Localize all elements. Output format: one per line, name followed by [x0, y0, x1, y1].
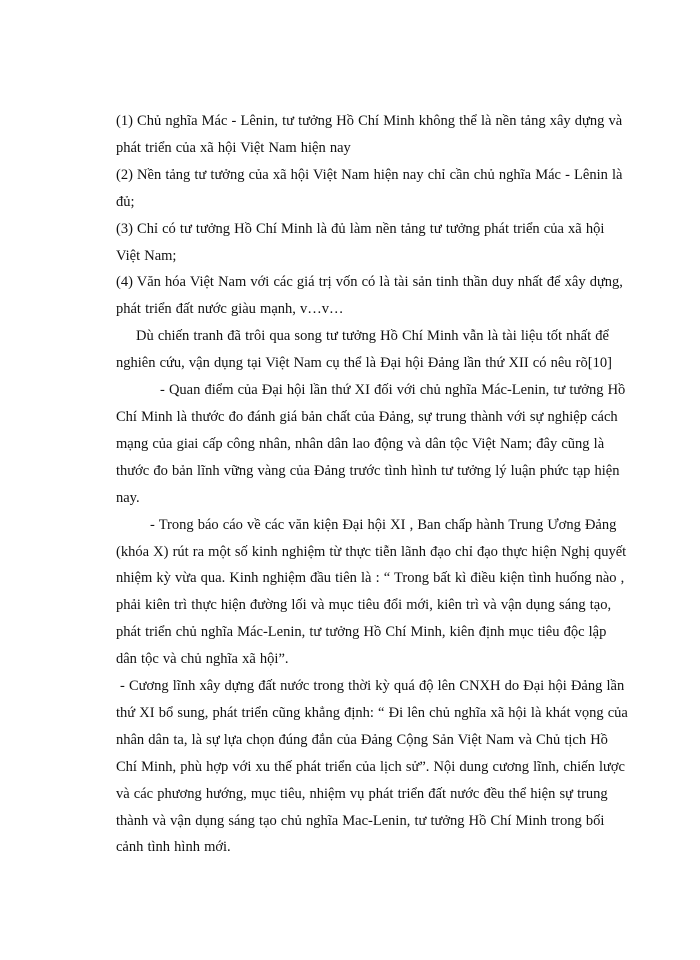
paragraph-report-xi: - Trong báo cáo về các văn kiện Đại hội XI , Ban chấp hành Trung Ương Đảng (khóa X) rút ra một số kinh nghiệm từ thực tiễn lãnh đạo chỉ đạo thực hiện Nghị quyết nhiệm kỳ vừa qua. Kinh nghiệm đầu tiên là : “ Trong bất kì điều kiện tình huống nào , phải kiên trì thực hiện đường lối và mục tiêu đổi mới, kiên trì và vận dụng sáng tạo, phát triển chủ nghĩa Mác-Lenin, tư tưởng Hồ Chí Minh, kiên định mục tiêu độc lập dân tộc và chủ nghĩa xã hội”.: [116, 516, 627, 668]
paragraph-congress-xi-view: - Quan điểm của Đại hội lần thứ XI đối với chủ nghĩa Mác-Lenin, tư tưởng Hồ Chí Minh là thước đo đánh giá bản chất của Đảng, sự trung thành với sự nghiệp cách mạng của giai cấp công nhân, nhân dân lao động và dân tộc Việt Nam; đây cũng là thước đo bản lĩnh vững vàng của Đảng trước tình hình tư tưởng lý luận phức tạp hiện nay.: [116, 382, 626, 506]
paragraph-platform: - Cương lĩnh xây dựng đất nước trong thời kỳ quá độ lên CNXH do Đại hội Đảng lần thứ XI bổ sung, phát triển cũng khẳng định: “ Đi lên chủ nghĩa xã hội là khát vọng của nhân dân ta, là sự lựa chọn đúng đắn của Đảng Cộng Sản Việt Nam và Chủ tịch Hồ Chí Minh, phù hợp với xu thế phát triển của lịch sử”. Nội dung cương lĩnh, chiến lược và các phương hướng, mục tiêu, nhiệm vụ phát triển đất nước đều thể hiện sự trung thành và vận dụng sáng tạo chủ nghĩa Mac-Lenin, tư tưởng Hồ Chí Minh trong bối cảnh tình hình mới.: [116, 678, 628, 856]
document-body: [116, 108, 628, 861]
list-item-4: (4) Văn hóa Việt Nam với các giá trị vốn có là tài sản tinh thần duy nhất để xây dựng, phát triển đất nước giàu mạnh, v…v…: [116, 274, 623, 318]
list-item-2: (2) Nền tảng tư tưởng của xã hội Việt Nam hiện nay chỉ cần chủ nghĩa Mác - Lênin là đủ;: [116, 166, 623, 210]
list-item-3: (3) Chỉ có tư tưởng Hồ Chí Minh là đủ làm nền tảng tư tưởng phát triển của xã hội Việt Nam;: [116, 220, 605, 264]
list-item-1: (1) Chủ nghĩa Mác - Lênin, tư tưởng Hồ Chí Minh không thể là nền tảng xây dựng và phát triển của xã hội Việt Nam hiện nay: [116, 113, 623, 156]
paragraph-congress-xii: Dù chiến tranh đã trôi qua song tư tưởng Hồ Chí Minh vẫn là tài liệu tốt nhất để nghiên cứu, vận dụng tại Việt Nam cụ thể là Đại hội Đảng lần thứ XII có nêu rõ[10]: [116, 328, 612, 372]
